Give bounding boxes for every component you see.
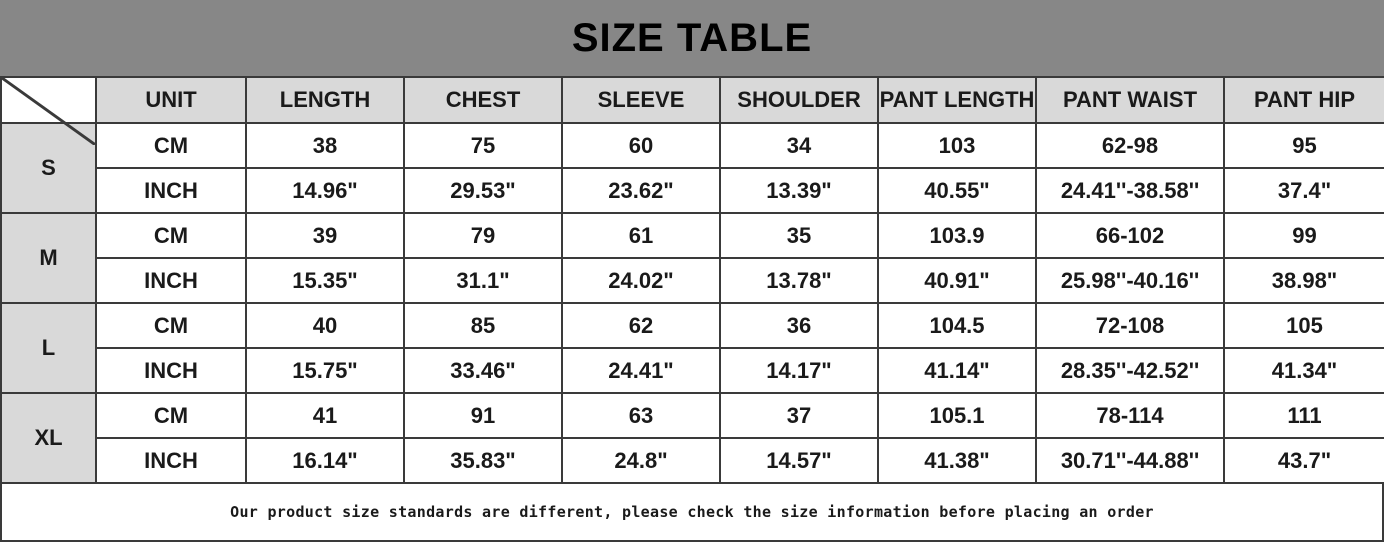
table-row — [1, 123, 1384, 168]
unit-cell: INCH — [96, 168, 246, 213]
page-title-bar — [0, 0, 1384, 76]
cell-sleeve: 63 — [562, 393, 720, 438]
cell-pant-hip: 43.7" — [1224, 438, 1384, 483]
cell-pant-waist: 25.98''-40.16'' — [1036, 258, 1224, 303]
page-title: SIZE TABLE — [571, 15, 813, 60]
column-header-pant-length: PANT LENGTH — [878, 77, 1036, 123]
size-label-s: S — [1, 123, 96, 213]
cell-length: 39 — [246, 213, 404, 258]
cell-sleeve: 60 — [562, 123, 720, 168]
cell-shoulder: 13.39" — [720, 168, 878, 213]
cell-pant-length: 41.14" — [878, 348, 1036, 393]
table-row — [1, 438, 1384, 483]
table-row — [1, 303, 1384, 348]
cell-sleeve: 24.8" — [562, 438, 720, 483]
cell-pant-length: 103.9 — [878, 213, 1036, 258]
unit-cell: INCH — [96, 438, 246, 483]
cell-pant-waist: 66-102 — [1036, 213, 1224, 258]
cell-sleeve: 24.02" — [562, 258, 720, 303]
footer-note-bar — [0, 484, 1384, 542]
unit-cell: INCH — [96, 348, 246, 393]
cell-pant-length: 103 — [878, 123, 1036, 168]
diagonal-divider-icon — [2, 78, 95, 145]
column-header-sleeve: SLEEVE — [562, 77, 720, 123]
cell-length: 38 — [246, 123, 404, 168]
cell-pant-hip: 111 — [1224, 393, 1384, 438]
cell-shoulder: 34 — [720, 123, 878, 168]
table-row — [1, 348, 1384, 393]
cell-pant-length: 104.5 — [878, 303, 1036, 348]
cell-pant-hip: 37.4" — [1224, 168, 1384, 213]
cell-shoulder: 13.78" — [720, 258, 878, 303]
cell-pant-hip: 41.34" — [1224, 348, 1384, 393]
cell-shoulder: 35 — [720, 213, 878, 258]
cell-sleeve: 23.62" — [562, 168, 720, 213]
footer-note-text: Our product size standards are different, please check the size information before placing an order — [230, 503, 1154, 521]
cell-pant-waist: 78-114 — [1036, 393, 1224, 438]
cell-shoulder: 36 — [720, 303, 878, 348]
cell-pant-hip: 95 — [1224, 123, 1384, 168]
cell-sleeve: 61 — [562, 213, 720, 258]
cell-length: 14.96" — [246, 168, 404, 213]
table-body — [1, 123, 1384, 483]
cell-chest: 85 — [404, 303, 562, 348]
cell-length: 16.14" — [246, 438, 404, 483]
size-table — [0, 76, 1384, 484]
cell-pant-waist: 30.71''-44.88'' — [1036, 438, 1224, 483]
cell-shoulder: 37 — [720, 393, 878, 438]
size-label-m: M — [1, 213, 96, 303]
table-row — [1, 258, 1384, 303]
cell-length: 40 — [246, 303, 404, 348]
cell-chest: 29.53" — [404, 168, 562, 213]
column-header-chest: CHEST — [404, 77, 562, 123]
table-row — [1, 213, 1384, 258]
cell-chest: 75 — [404, 123, 562, 168]
cell-chest: 33.46" — [404, 348, 562, 393]
unit-cell: INCH — [96, 258, 246, 303]
cell-length: 15.75" — [246, 348, 404, 393]
table-row — [1, 393, 1384, 438]
cell-pant-length: 40.91" — [878, 258, 1036, 303]
column-header-unit: UNIT — [96, 77, 246, 123]
cell-sleeve: 24.41" — [562, 348, 720, 393]
column-header-shoulder: SHOULDER — [720, 77, 878, 123]
table-header — [1, 77, 1384, 123]
cell-chest: 31.1" — [404, 258, 562, 303]
column-header-length: LENGTH — [246, 77, 404, 123]
cell-pant-length: 40.55" — [878, 168, 1036, 213]
cell-pant-length: 105.1 — [878, 393, 1036, 438]
column-header-pant-waist: PANT WAIST — [1036, 77, 1224, 123]
cell-length: 41 — [246, 393, 404, 438]
cell-shoulder: 14.17" — [720, 348, 878, 393]
unit-cell: CM — [96, 213, 246, 258]
cell-pant-waist: 28.35''-42.52'' — [1036, 348, 1224, 393]
column-header-pant-hip: PANT HIP — [1224, 77, 1384, 123]
header-row — [1, 77, 1384, 123]
cell-chest: 91 — [404, 393, 562, 438]
corner-cell — [1, 77, 96, 123]
cell-pant-length: 41.38" — [878, 438, 1036, 483]
cell-pant-waist: 72-108 — [1036, 303, 1224, 348]
cell-chest: 79 — [404, 213, 562, 258]
cell-sleeve: 62 — [562, 303, 720, 348]
size-label-l: L — [1, 303, 96, 393]
cell-pant-waist: 24.41''-38.58'' — [1036, 168, 1224, 213]
cell-pant-waist: 62-98 — [1036, 123, 1224, 168]
cell-shoulder: 14.57" — [720, 438, 878, 483]
size-label-xl: XL — [1, 393, 96, 483]
cell-chest: 35.83" — [404, 438, 562, 483]
table-row — [1, 168, 1384, 213]
unit-cell: CM — [96, 303, 246, 348]
cell-pant-hip: 38.98" — [1224, 258, 1384, 303]
cell-pant-hip: 99 — [1224, 213, 1384, 258]
unit-cell: CM — [96, 393, 246, 438]
unit-cell: CM — [96, 123, 246, 168]
cell-pant-hip: 105 — [1224, 303, 1384, 348]
cell-length: 15.35" — [246, 258, 404, 303]
